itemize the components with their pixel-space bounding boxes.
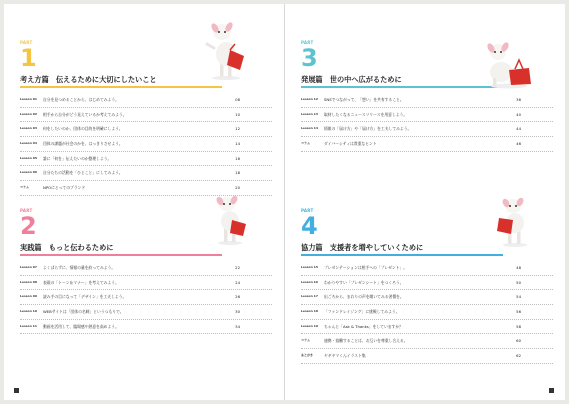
- entry-text: 団体の課題が社会のかを、はっきりさせよう。: [43, 141, 123, 147]
- entry-page: 58: [516, 323, 521, 329]
- part-rule: [301, 86, 503, 88]
- entry-label: コラム: [301, 141, 310, 146]
- part-number: 1: [20, 44, 37, 72]
- entry-text: 表現の「トーン＆マナー」を考えてみよう。: [43, 279, 119, 285]
- entry-label: Lesson 17: [301, 294, 318, 299]
- toc-entry[interactable]: [20, 305, 272, 320]
- entry-page: 36: [516, 97, 521, 102]
- entry-text: 取材したくなるニュースリリースを用意しよう。: [324, 111, 408, 117]
- entry-text: ちゃんと「Ask & Thanks」をしていますか？: [324, 323, 403, 329]
- mascot-with-red-bag-icon: [208, 194, 252, 246]
- entry-text: 出ごろから、まわりの声を聞いてみる習慣を。: [324, 294, 404, 300]
- mascot-with-red-bag-icon: [200, 20, 252, 82]
- toc-list: [301, 261, 553, 364]
- entry-label: Lesson 01: [20, 97, 37, 101]
- entry-label: Lesson 16: [301, 279, 318, 284]
- entry-page: 40: [516, 111, 521, 117]
- entry-text: 動画を活用して、臨場感や熱意を高めよう。: [43, 323, 119, 329]
- toc-entry[interactable]: [301, 108, 553, 123]
- toc-list: [20, 93, 272, 196]
- toc-list: [20, 261, 272, 334]
- part-number: 4: [301, 212, 318, 240]
- entry-label: Lesson 11: [20, 323, 37, 328]
- left-page: [4, 4, 284, 400]
- toc-entry[interactable]: [301, 93, 553, 108]
- entry-label: Lesson 15: [301, 265, 318, 269]
- toc-entry[interactable]: [20, 137, 272, 152]
- part-rule: [20, 254, 222, 256]
- entry-label: あとがき: [301, 353, 314, 358]
- entry-text: 誰に「何を」伝えたいのか整理しよう。: [43, 155, 112, 161]
- entry-text: 読み手の目になって「デザイン」を工夫しよう。: [43, 294, 127, 300]
- entry-page: 60: [516, 338, 521, 344]
- entry-label: Lesson 13: [301, 111, 318, 116]
- entry-page: 44: [516, 126, 521, 132]
- entry-label: Lesson 05: [20, 155, 37, 160]
- entry-text: 何をしたいのか、団体の目的を明確にしよう。: [43, 126, 123, 132]
- part-title: 実践篇 もっと伝わるために: [20, 243, 114, 252]
- mascot-with-red-bag-icon: [481, 34, 537, 90]
- part-rule: [301, 254, 503, 256]
- entry-page: 56: [516, 309, 521, 315]
- toc-entry[interactable]: [20, 152, 272, 167]
- entry-page: 30: [235, 309, 240, 315]
- toc-entry[interactable]: [20, 122, 272, 137]
- entry-label: Lesson 14: [301, 126, 318, 131]
- part-number: 2: [20, 212, 37, 240]
- part-label: PART: [20, 40, 33, 45]
- entry-label: Lesson 18: [301, 309, 318, 314]
- toc-entry[interactable]: [301, 334, 553, 349]
- entry-page: 50: [516, 279, 521, 285]
- toc-list: [301, 93, 553, 152]
- entry-text: 自分たちの活動を「ひとこと」にしてみよう。: [43, 170, 123, 176]
- entry-text: 連携・協働することは、お互いを尊重し合える。: [324, 338, 408, 344]
- entry-page: 20: [235, 185, 240, 191]
- entry-label: Lesson 19: [301, 323, 318, 328]
- toc-entry[interactable]: [301, 261, 553, 276]
- toc-entry[interactable]: [301, 290, 553, 305]
- toc-entry[interactable]: [301, 320, 553, 335]
- entry-label: Lesson 03: [20, 126, 37, 131]
- entry-text: WEBサイトは「団体の名刺」というつもりで。: [43, 309, 124, 315]
- toc-entry[interactable]: [20, 290, 272, 305]
- entry-text: ダイバーシティは貴重なヒント: [324, 141, 377, 147]
- part-title: 協力篇 支援者を増やしていくために: [301, 243, 424, 252]
- entry-text: プレゼンテーションは相手への「プレゼント」。: [324, 265, 408, 270]
- part-label: PART: [301, 208, 314, 213]
- toc-entry[interactable]: [20, 320, 272, 335]
- entry-label: Lesson 10: [20, 309, 37, 314]
- entry-label: Lesson 08: [20, 279, 37, 284]
- entry-page: 48: [516, 265, 521, 270]
- toc-entry[interactable]: [301, 137, 553, 152]
- entry-page: 54: [516, 294, 521, 300]
- toc-entry[interactable]: [301, 305, 553, 320]
- entry-label: Lesson 06: [20, 170, 37, 175]
- part-rule: [20, 86, 222, 88]
- entry-page: 34: [235, 323, 240, 329]
- entry-page: 08: [235, 97, 240, 102]
- entry-label: Lesson 12: [301, 97, 318, 101]
- entry-page: 18: [235, 170, 240, 176]
- toc-entry[interactable]: [20, 261, 272, 276]
- page-folio-mark: [14, 388, 19, 393]
- entry-text: よくばらずに、情報の量を絞ってみよう。: [43, 265, 116, 270]
- entry-page: 46: [516, 141, 521, 147]
- entry-page: 14: [235, 141, 240, 147]
- entry-page: 22: [235, 265, 240, 270]
- right-page: [285, 4, 565, 400]
- toc-entry[interactable]: [301, 349, 553, 364]
- entry-text: ヤギヤマくんイラスト集: [324, 353, 366, 359]
- toc-entry[interactable]: [20, 93, 272, 108]
- entry-label: Lesson 07: [20, 265, 37, 269]
- toc-entry[interactable]: [20, 108, 272, 123]
- entry-page: 12: [235, 126, 240, 132]
- entry-page: 62: [516, 353, 521, 359]
- page-folio-mark: [549, 388, 554, 393]
- entry-text: 自分を見つめることから、はじめてみよう。: [43, 97, 119, 102]
- entry-text: 情報の「届け方」や「届け方」を工夫してみよう。: [324, 126, 412, 132]
- entry-text: 「ファンドレイジング」に挑戦してみよう。: [324, 309, 400, 315]
- part-label: PART: [301, 40, 314, 45]
- entry-page: 10: [235, 111, 240, 117]
- entry-text: わかりやすい「プレゼンシート」をつくろう。: [324, 279, 404, 285]
- entry-page: 16: [235, 155, 240, 161]
- entry-label: Lesson 02: [20, 111, 37, 116]
- toc-entry[interactable]: [20, 276, 272, 291]
- toc-entry[interactable]: [20, 166, 272, 181]
- part-number: 3: [301, 44, 318, 72]
- entry-page: 26: [235, 294, 240, 300]
- toc-entry[interactable]: [301, 122, 553, 137]
- entry-page: 24: [235, 279, 240, 285]
- toc-entry[interactable]: [301, 276, 553, 291]
- part-label: PART: [20, 208, 33, 213]
- entry-text: 相手から自分がどう見えているか考えてみよう。: [43, 111, 127, 117]
- entry-label: Lesson 09: [20, 294, 37, 299]
- mascot-with-red-bag-icon: [493, 196, 537, 248]
- entry-label: コラム: [301, 338, 310, 343]
- part-title: 考え方篇 伝えるために大切にしたいこと: [20, 75, 157, 84]
- entry-label: コラム: [20, 185, 29, 190]
- entry-text: NPOにとってのブランド: [43, 185, 86, 191]
- entry-label: Lesson 04: [20, 141, 37, 146]
- entry-text: SNSでつながって、「想い」を共有すること。: [324, 97, 404, 102]
- part-title: 発展篇 世の中へ広がるために: [301, 75, 402, 84]
